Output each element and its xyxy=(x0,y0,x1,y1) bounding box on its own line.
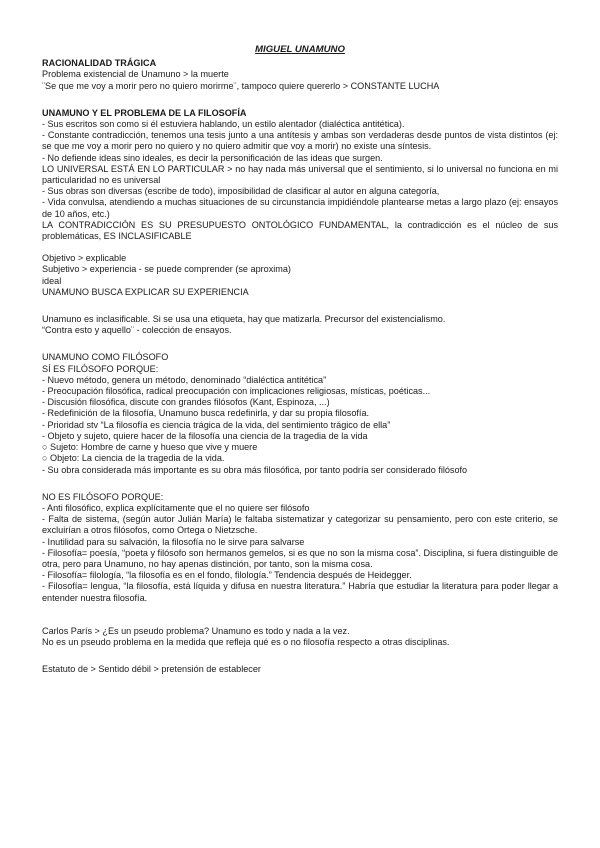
text-line: - Nuevo método, genera un método, denominado “dialéctica antitética” xyxy=(42,374,327,385)
text-line: ideal xyxy=(42,275,62,286)
text-line: UNAMUNO BUSCA EXPLICAR SU EXPERIENCIA xyxy=(42,286,249,297)
text-line: Problema existencial de Unamuno > la muerte xyxy=(42,69,229,80)
section-heading: RACIONALIDAD TRÁGICA xyxy=(42,58,157,69)
text-line: “Contra esto y aquello¨ - colección de ensayos. xyxy=(42,325,232,336)
text-line: - Su obra considerada más importante es su obra más filosófica, por tanto podría ser considerado filósofo xyxy=(42,464,468,475)
text-line: - Inutilidad para su salvación, la filosofía no le sirve para salvarse xyxy=(42,536,305,547)
text-line: LO UNIVERSAL ESTÁ EN LO PARTICULAR > no hay nada más universal que el sentimiento, si lo universal no funciona en mi particularidad no es universal xyxy=(42,163,558,186)
text-line: SÍ ES FILÓSOFO PORQUE: xyxy=(42,363,159,374)
section-carlos-paris xyxy=(42,626,558,648)
text-line: No es un pseudo problema en la medida que refleja qué es o no filosofía respecto a otras disciplinas. xyxy=(42,636,450,647)
text-line: - Sus obras son diversas (escribe de todo), imposibilidad de clasificar al autor en alguna categoría, xyxy=(42,186,440,197)
section-racionalidad-tragica xyxy=(42,58,558,92)
text-line: NO ES FILÓSOFO PORQUE: xyxy=(42,491,164,502)
text-line: Objetivo > explicable xyxy=(42,253,127,264)
text-line: - Objeto y sujeto, quiere hacer de la filosofía una ciencia de la tragedia de la vida xyxy=(42,430,368,441)
text-line: Unamuno es inclasificable. Si se usa una etiqueta, hay que matizarla. Precursor del existencialismo. xyxy=(42,314,446,325)
text-line: - Sus escritos son como si él estuviera hablando, un estilo alentador (dialéctica antitética). xyxy=(42,119,405,130)
text-line: - No defiende ideas sino ideales, es decir la personificación de las ideas que surgen. xyxy=(42,152,383,163)
text-line: - Constante contradicción, tenemos una tesis junto a una antítesis y ambas son verdaderas desde puntos de vista distintos (ej: se que me voy a morir pero no quiero y no quiero admitir que voy a morir) no existe una síntesis. xyxy=(42,130,558,152)
section-estatuto xyxy=(42,664,558,675)
text-line: - Discusión filosófica, discute con grandes filósofos (Kant, Espinoza, ...) xyxy=(42,397,330,408)
text-line: - Prioridad stv “La filosofía es ciencia trágica de la vida, del sentimiento trágico de ella” xyxy=(42,419,391,430)
document-title: MIGUEL UNAMUNO xyxy=(255,44,345,55)
section-si-es-filosofo xyxy=(42,352,558,475)
text-line: Carlos París > ¿Es un pseudo problema? Unamuno es todo y nada a la vez. xyxy=(42,625,350,636)
section-problema-filosofia xyxy=(42,108,558,242)
text-line: - Redefinición de la filosofía, Unamuno busca redefinirla, y dar su propia filosofía. xyxy=(42,408,370,419)
text-line: Estatuto de > Sentido débil > pretensión de establecer xyxy=(42,664,261,675)
text-line: ○ Objeto: La ciencia de la tragedia de la vida. xyxy=(42,453,225,464)
text-line: LA CONTRADICCIÓN ES SU PRESUPUESTO ONTOLÓGICO FUNDAMENTAL, la contradicción es el núcleo de sus problemáticas, ES INCLASIFICABLE xyxy=(42,219,558,242)
section-inclasificable xyxy=(42,314,558,336)
text-line: - Filosofía= filología, “la filosofía es en el fondo, filología.” Tendencia después de Heidegger. xyxy=(42,570,412,581)
text-line: - Filosofía= poesía, “poeta y filósofo son hermanos gemelos, si es que no son la misma cosa”. Disciplina, si fuera distinguible de otra, pero para Unamuno, no hay apenas distinción, por tanto, son la misma cosa. xyxy=(42,547,558,569)
text-line: Subjetivo > experiencia - se puede comprender (se aproxima) xyxy=(42,264,291,275)
section-objetivo-subjetivo xyxy=(42,253,558,298)
text-line: ¨Se que me voy a morir pero no quiero morirme¨, tampoco quiere quererlo > CONSTANTE LUCHA xyxy=(42,80,440,91)
text-line: - Filosofía= lengua, “la filosofía, está líquida y difusa en nuestra literatura.” Habría que estudiar la literatura para poder llegar a entender nuestra filosofía. xyxy=(42,581,558,603)
text-line: UNAMUNO COMO FILÓSOFO xyxy=(42,352,169,363)
text-line: - Falta de sistema, (según autor Julián María) le faltaba sistematizar y categorizar su pensamiento, pero con este criterio, se excluirían a otros filósofos, como Ortega o Nietzsche. xyxy=(42,514,558,536)
text-line: - Vida convulsa, atendiendo a muchas situaciones de su circunstancia impidiéndole plantearse metas a largo plazo (ej: ensayos de 10 años, etc.) xyxy=(42,197,558,219)
text-line: ○ Sujeto: Hombre de carne y hueso que vive y muere xyxy=(42,442,258,453)
text-line: - Anti filosófico, explica explícitamente que el no quiere ser filósofo xyxy=(42,502,310,513)
text-line: - Preocupación filosófica, radical preocupación con implicaciones religiosas, místicas, poéticas... xyxy=(42,386,431,397)
section-heading: UNAMUNO Y EL PROBLEMA DE LA FILOSOFÍA xyxy=(42,107,247,118)
section-no-es-filosofo xyxy=(42,492,558,604)
